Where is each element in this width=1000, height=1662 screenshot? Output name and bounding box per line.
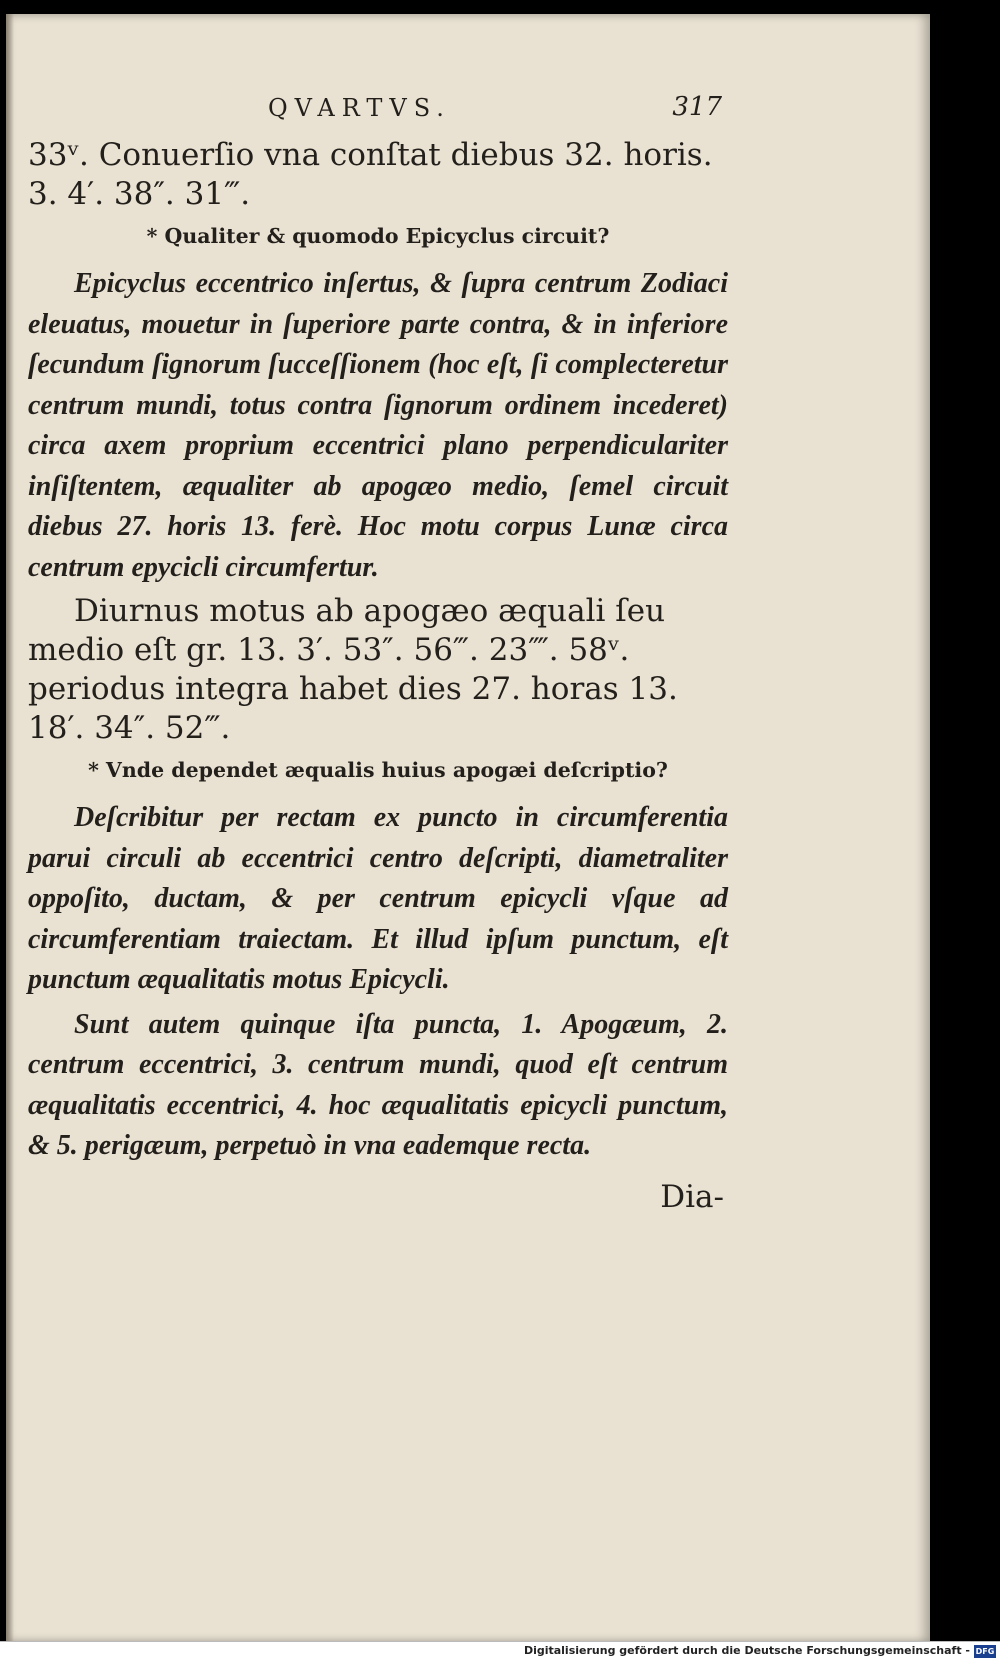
page-number: 317 [672,92,722,122]
page-gutter-shadow [6,14,14,1642]
question-heading-apogee: * Vnde dependet æqualis huius apogæi deſcriptio? [88,758,668,782]
footer-bar [0,1641,1000,1662]
paragraph-description: Deſcribitur per rectam ex puncto in circumferentia parui circuli ab eccentrici centro deſcripti, diametraliter oppoſito, ductam, & per centrum epicycli vſque ad circumferentiam traiectam. Et illud ipſum punctum, eſt punctum æqualitatis motus Epicycli. [28,802,728,995]
text-block [28,84,728,1215]
paragraph-epicycle: Epicyclus eccentrico inſertus, & ſupra centrum Zodiaci eleuatus, mouetur in ſuperiore parte contra, & in inferiore ſecundum ſignorum ſucceſſionem (hoc eſt, ſi complecteretur centrum mundi, totus contra ſignorum ordinem incederet) circa axem proprium eccentrici plano perpendiculariter inſiſtentem, æqualiter ab apogæo medio, ſemel circuit diebus 27. horis 13. ferè. Hoc motu corpus Lunæ circa centrum epycicli circumfertur. [28,268,728,583]
paragraph-five-points: Sunt autem quinque iſta puncta, 1. Apogæum, 2. centrum eccentrici, 3. centrum mundi, quod eſt centrum æqualitatis eccentrici, 4. hoc æqualitatis epicycli punctum, & 5. perigæum, perpetuò in vna eademque recta. [28,1008,728,1161]
catchword: Dia- [660,1178,724,1215]
question-heading-epicycle: * Qualiter & quomodo Epicyclus circuit? [146,224,610,248]
book-page [6,14,930,1642]
paragraph-conversion: 33ᵛ. Conuerſio vna conſtat diebus 32. horis. 3. 4′. 38″. 31‴. [28,137,713,212]
paragraph-diurnal-motion: Diurnus motus ab apogæo æquali ſeu medio eſt gr. 13. 3′. 53″. 56‴. 23⁗. 58ᵛ. periodus integra habet dies 27. horas 13. 18′. 34″. 52‴. [28,593,678,746]
dfg-logo-icon: DFG [975,1647,995,1656]
footer-credit: Digitalisierung gefördert durch die Deutsche Forschungsgemeinschaft - [523,1644,970,1657]
page-header [28,84,728,136]
running-head: QVARTVS. [268,94,451,122]
